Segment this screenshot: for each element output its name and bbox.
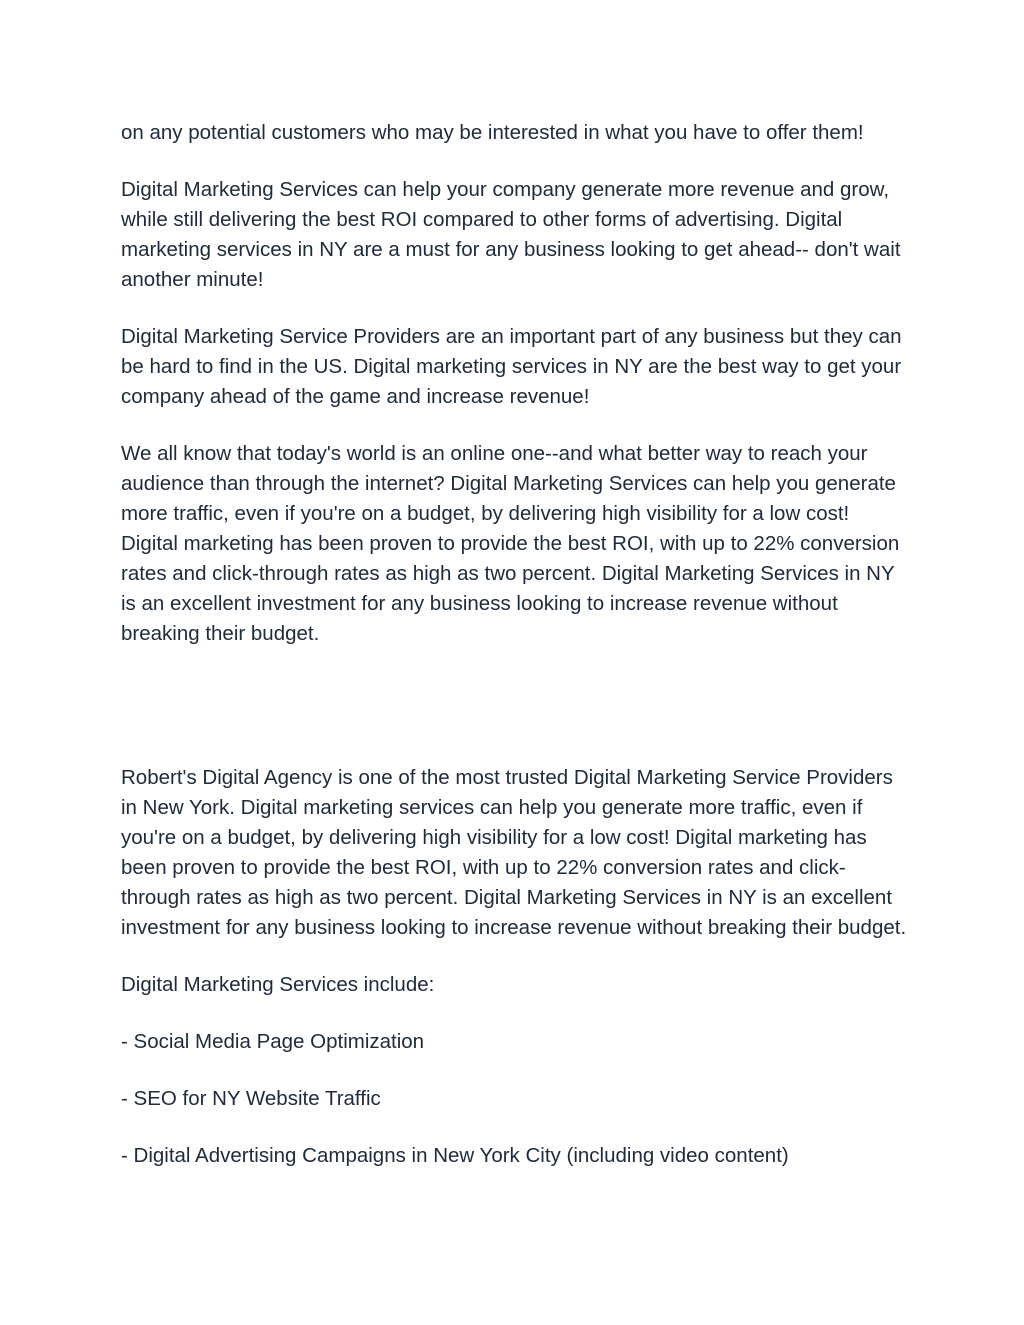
paragraph-continuation: on any potential customers who may be interested in what you have to offer them! [121,121,864,144]
paragraph-revenue-growth: Digital Marketing Services can help your company generate more revenue and grow, while still delivering the best ROI compared to other forms of advertising. Digital marketing services in NY are a must for any business looking to get ahead-- don't wait another minute! [121,178,901,291]
list-item-social-media: - Social Media Page Optimization [121,1030,425,1053]
paragraph-services-include: Digital Marketing Services include: [121,973,435,996]
paragraph-online-world: We all know that today's world is an online one--and what better way to reach your audience than through the internet? Digital Marketing Services can help you generate more traffic, even if you're on a budget, by delivering high visibility for a low cost! Digital marketing has been proven to provide the best ROI, with up to 22% conversion rates and click-through rates as high as two percent. Digital Marketing Services in NY is an excellent investment for any business looking to increase revenue without breaking their budget. [121,442,900,645]
paragraph-service-providers: Digital Marketing Service Providers are an important part of any business but they can be hard to find in the US. Digital marketing services in NY are the best way to get your company ahead of the game and increase revenue! [121,325,902,408]
list-item-seo: - SEO for NY Website Traffic [121,1087,381,1110]
paragraph-roberts-agency: Robert's Digital Agency is one of the most trusted Digital Marketing Service Providers in New York. Digital marketing services can help you generate more traffic, even if you're on a budget, by delivering high visibility for a low cost! Digital marketing has been proven to provide the best ROI, with up to 22% conversion rates and click-through rates as high as two percent. Digital Marketing Services in NY is an excellent investment for any business looking to increase revenue without breaking their budget. [121,766,907,939]
list-item-advertising: - Digital Advertising Campaigns in New York City (including video content) [121,1144,789,1167]
blank-line [121,676,911,736]
document-body [121,118,911,1198]
